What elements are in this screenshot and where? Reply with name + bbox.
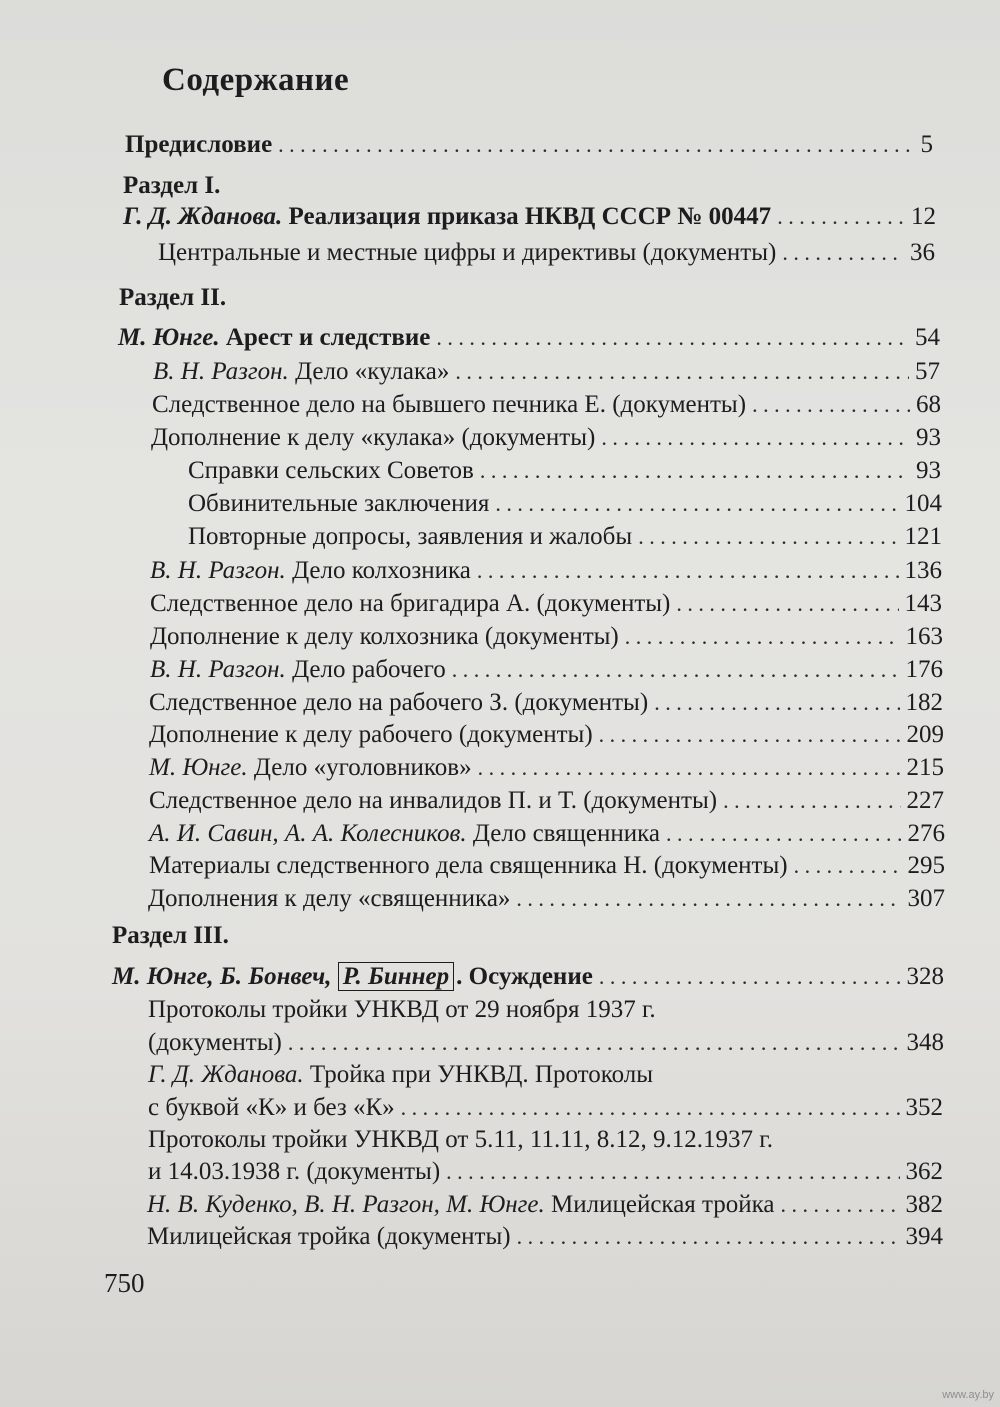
entry-title: Справки сельских Советов xyxy=(188,457,474,484)
entry-author: В. Н. Разгон. xyxy=(150,656,286,683)
dot-leader xyxy=(638,520,898,554)
toc-entry xyxy=(148,1026,944,1060)
entry-title: Милицейская тройка xyxy=(544,1191,775,1218)
dot-leader xyxy=(480,454,910,488)
toc-entry xyxy=(153,355,940,389)
toc-entry xyxy=(149,686,943,720)
entry-page: 276 xyxy=(907,820,945,847)
dot-leader xyxy=(601,421,910,455)
watermark: www.ay.by xyxy=(942,1389,994,1401)
section-heading-3: Раздел III. xyxy=(112,922,229,949)
entry-page: 182 xyxy=(905,689,943,716)
page-title: Содержание xyxy=(162,62,350,98)
dot-leader xyxy=(654,686,899,720)
entry-title: . Осуждение xyxy=(456,963,593,990)
toc-entry xyxy=(118,321,940,355)
entry-title: Дополнение к делу колхозника (документы) xyxy=(150,623,619,650)
dot-leader xyxy=(781,1188,900,1222)
dot-leader xyxy=(495,487,898,521)
entry-title: и 14.03.1938 г. (документы) xyxy=(148,1158,441,1185)
toc-entry xyxy=(152,388,941,422)
entry-title: Предисловие xyxy=(125,131,273,158)
entry-title: Следственное дело на бригадира А. (документы) xyxy=(150,590,671,617)
entry-title: Реализация приказа НКВД СССР № 00447 xyxy=(282,203,772,230)
entry-title-line: Протоколы тройки УНКВД от 5.11, 11.11, 8.12, 9.12.1937 г. xyxy=(148,1126,773,1153)
entry-title: Дополнение к делу «кулака» (документы) xyxy=(151,424,596,451)
entry-page: 176 xyxy=(905,656,943,683)
entry-author: Г. Д. Жданова. xyxy=(123,203,283,230)
entry-title: Дело священника xyxy=(466,820,660,847)
entry-title: (документы) xyxy=(148,1029,282,1056)
entry-title: Следственное дело на бывшего печника Е. (документы) xyxy=(152,391,747,418)
toc-entry xyxy=(188,520,942,554)
toc-entry xyxy=(150,587,942,621)
entry-page: 68 xyxy=(916,391,941,418)
toc-entry xyxy=(147,1188,943,1222)
toc-entry xyxy=(148,882,945,916)
entry-title: Дело «кулака» xyxy=(288,358,450,385)
dot-leader xyxy=(288,1026,901,1060)
toc-entry xyxy=(149,784,944,818)
page-number: 750 xyxy=(104,1268,145,1298)
entry-author: М. Юнге, Б. Бонвеч, xyxy=(112,963,332,990)
dot-leader xyxy=(599,960,901,994)
entry-page: 295 xyxy=(907,852,945,879)
toc-entry xyxy=(149,751,944,785)
entry-title: Центральные и местные цифры и директивы (документы) xyxy=(158,239,777,266)
entry-title: Дело колхозника xyxy=(285,557,471,584)
dot-leader xyxy=(599,718,901,752)
entry-page: 93 xyxy=(916,424,941,451)
entry-title: Милицейская тройка (документы) xyxy=(147,1223,511,1250)
entry-page: 12 xyxy=(911,203,936,230)
entry-page: 163 xyxy=(905,623,943,650)
toc-entry xyxy=(150,620,943,654)
entry-title: Повторные допросы, заявления и жалобы xyxy=(188,523,633,550)
entry-title-line xyxy=(148,1058,653,1092)
entry-author: Г. Д. Жданова. xyxy=(148,1061,304,1088)
entry-title: Обвинительные заключения xyxy=(188,490,490,517)
dot-leader xyxy=(676,587,898,621)
section-heading-2: Раздел II. xyxy=(119,284,227,311)
entry-page: 394 xyxy=(905,1223,943,1250)
toc-entry xyxy=(188,454,941,488)
entry-page: 328 xyxy=(906,963,944,990)
entry-title: Дело рабочего xyxy=(285,656,446,683)
dot-leader xyxy=(752,388,910,422)
entry-title: Следственное дело на рабочего З. (документы) xyxy=(149,689,649,716)
dot-leader xyxy=(516,882,901,916)
toc-entry xyxy=(149,849,945,883)
dot-leader xyxy=(478,751,901,785)
entry-page: 136 xyxy=(904,557,942,584)
toc-entry xyxy=(147,1220,943,1254)
toc-entry-preface xyxy=(125,128,933,162)
entry-title: Дополнения к делу «священника» xyxy=(148,885,511,912)
section-heading-1: Раздел I. xyxy=(123,172,221,199)
entry-page: 36 xyxy=(910,239,935,266)
dot-leader xyxy=(777,200,905,234)
entry-author: В. Н. Разгон. xyxy=(153,358,289,385)
dot-leader xyxy=(782,236,904,270)
toc-entry xyxy=(158,236,935,270)
dot-leader xyxy=(455,355,909,389)
entry-page: 209 xyxy=(906,721,944,748)
boxed-author: Р. Биннер xyxy=(338,962,454,991)
entry-page: 5 xyxy=(920,131,933,158)
dot-leader xyxy=(723,784,900,818)
dot-leader xyxy=(794,849,902,883)
entry-page: 57 xyxy=(915,358,940,385)
entry-title: Материалы следственного дела священника Н. (документы) xyxy=(149,852,788,879)
dot-leader xyxy=(452,653,900,687)
entry-author: М. Юнге. xyxy=(149,754,248,781)
entry-title: Арест и следствие xyxy=(219,324,431,351)
entry-title: с буквой «К» и без «К» xyxy=(148,1094,395,1121)
toc-entry xyxy=(149,817,945,851)
toc-entry xyxy=(151,421,941,455)
toc-entry xyxy=(148,1155,943,1189)
entry-page: 227 xyxy=(906,787,944,814)
dot-leader xyxy=(436,321,909,355)
entry-title-line: Протоколы тройки УНКВД от 29 ноября 1937 г. xyxy=(148,996,656,1023)
toc-entry xyxy=(150,554,942,588)
entry-author: В. Н. Разгон. xyxy=(150,557,286,584)
dot-leader xyxy=(477,554,899,588)
entry-author: Н. В. Куденко, В. Н. Разгон, М. Юнге. xyxy=(147,1191,545,1218)
toc-entry xyxy=(123,200,936,234)
entry-title: Тройка при УНКВД. Протоколы xyxy=(303,1061,654,1088)
toc-entry xyxy=(188,487,942,521)
entry-title: Следственное дело на инвалидов П. и Т. (документы) xyxy=(149,787,718,814)
entry-page: 348 xyxy=(906,1029,944,1056)
entry-title: Дополнение к делу рабочего (документы) xyxy=(149,721,593,748)
entry-page: 104 xyxy=(904,490,942,517)
dot-leader xyxy=(278,128,914,162)
entry-author: А. И. Савин, А. А. Колесников. xyxy=(149,820,467,847)
entry-page: 54 xyxy=(915,324,940,351)
dot-leader xyxy=(517,1220,900,1254)
dot-leader xyxy=(446,1155,899,1189)
dot-leader xyxy=(666,817,902,851)
entry-page: 307 xyxy=(907,885,945,912)
entry-page: 215 xyxy=(906,754,944,781)
entry-page: 143 xyxy=(904,590,942,617)
dot-leader xyxy=(401,1091,900,1125)
toc-entry xyxy=(148,1091,943,1125)
toc-entry xyxy=(149,718,944,752)
dot-leader xyxy=(625,620,900,654)
entry-page: 121 xyxy=(904,523,942,550)
toc-entry xyxy=(150,653,943,687)
entry-author: М. Юнге. xyxy=(118,324,220,351)
entry-title: Дело «уголовников» xyxy=(247,754,472,781)
entry-page: 93 xyxy=(916,457,941,484)
entry-page: 352 xyxy=(905,1094,943,1121)
entry-page: 382 xyxy=(905,1191,943,1218)
entry-page: 362 xyxy=(905,1158,943,1185)
toc-entry xyxy=(112,960,944,994)
